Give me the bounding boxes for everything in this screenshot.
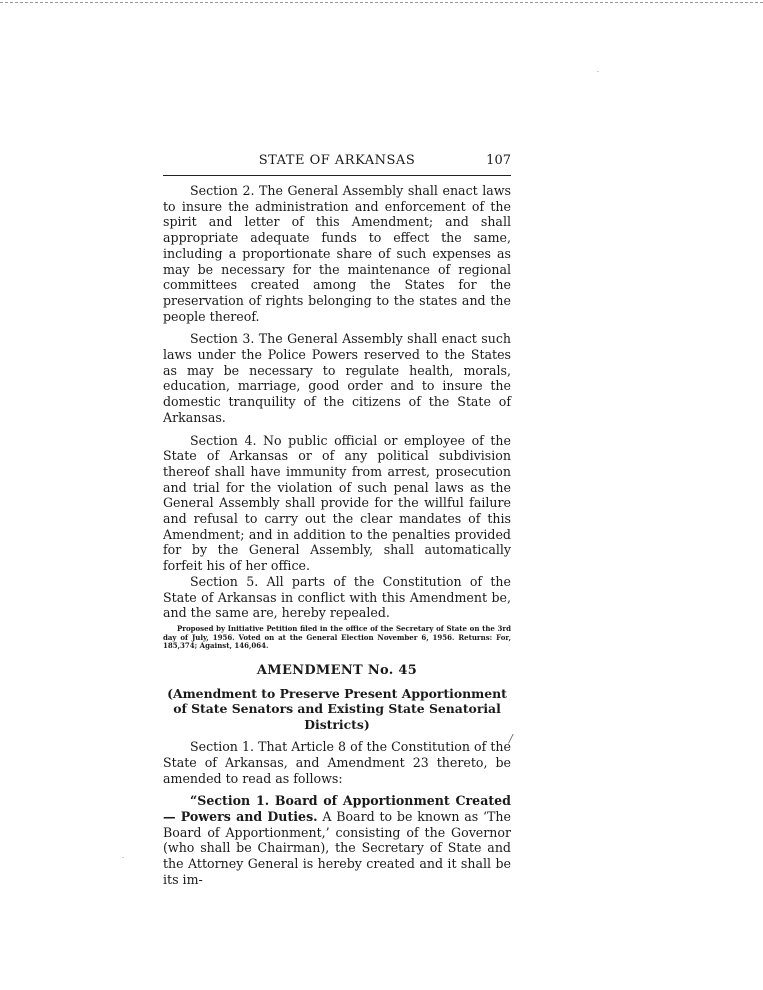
header-rule <box>163 175 511 176</box>
running-title: STATE OF ARKANSAS <box>258 153 416 168</box>
amendment-title: AMENDMENT No. 45 <box>256 662 418 678</box>
section-4-paragraph: Section 4. No public official or employee of the State of Arkansas or of any political subdivision thereof shall have immunity from arrest, prosecution and trial for the violation of such penal laws as the General Assembly shall provide for the willful failure and refusal to carry out the clear mandates of this Amendment; and in addition to the penalties provided for by the General Assembly, shall automatically forfeit his of her office. <box>163 432 511 574</box>
section-3-paragraph: Section 3. The General Assembly shall enact such laws under the Police Powers reserved to the States as may be necessary to regulate health, morals, education, marriage, good order and to insure the domestic tranquility of the citizens of the State of Arkansas. <box>163 331 511 425</box>
scan-speck: · <box>597 69 599 76</box>
quoted-section-1-paragraph <box>163 793 511 887</box>
ratification-note: Proposed by Initiative Petition filed in the office of the Secretary of State on the 3rd day of July, 1956. Voted on at the General Election November 6, 1956. Returns: For, 185,374; Against, 146,064. <box>163 623 511 651</box>
quoted-section-text: A Board to be known as ‘The Board of Apportionment,’ consisting of the Governor (who shall be Chairman), the Secretary of State and the Attorney General is hereby created and it shall be its im- <box>163 809 511 887</box>
scan-top-edge <box>0 2 763 3</box>
margin-pen-mark: / <box>509 732 513 745</box>
quoted-section-heading: “Section 1. Board of Apportionment Created — Powers and Duties. <box>163 793 511 825</box>
section-5-paragraph: Section 5. All parts of the Constitution of the State of Arkansas in conflict with this Amendment be, and the same are, hereby repealed. <box>163 573 511 621</box>
amendment-section-1-paragraph: Section 1. That Article 8 of the Constitution of the State of Arkansas, and Amendment 23 thereto, be amended to read as follows: <box>163 739 511 786</box>
amendment-subtitle: (Amendment to Preserve Present Apportionment of State Senators and Existing State Senatorial Districts) <box>167 685 507 732</box>
page-body <box>163 183 511 888</box>
scan-speck: · <box>122 855 124 862</box>
section-2-paragraph: Section 2. The General Assembly shall enact laws to insure the administration and enforcement of the spirit and letter of this Amendment; and shall appropriate adequate funds to effect the same, including a proportionate share of such expenses as may be necessary for the maintenance of regional committees created among the States for the preservation of rights belonging to the states and the people thereof. <box>163 183 511 324</box>
running-header <box>163 153 511 175</box>
page-number: 107 <box>486 153 511 168</box>
